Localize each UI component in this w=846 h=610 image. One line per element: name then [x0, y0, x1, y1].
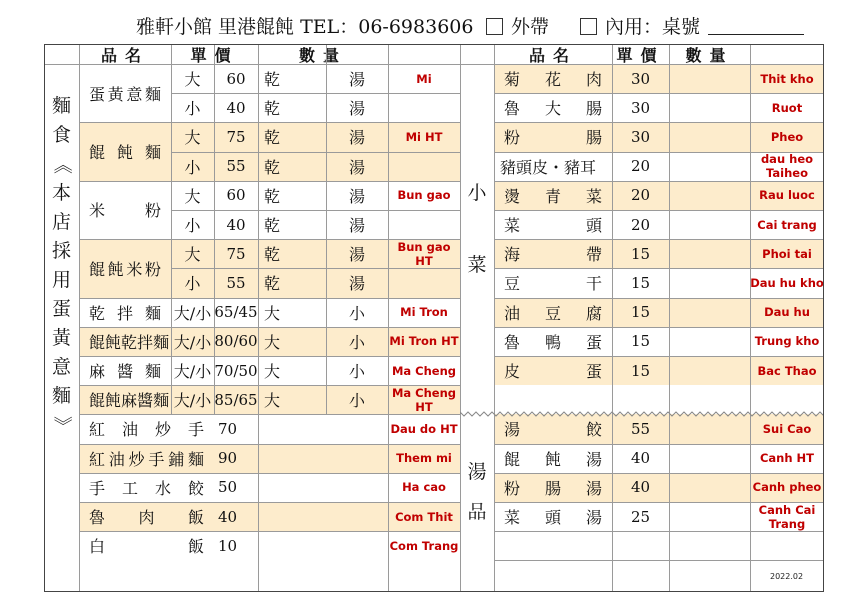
soup-option[interactable]: 湯: [348, 128, 365, 148]
name-char: 醬: [137, 391, 154, 411]
price: 20: [630, 215, 651, 234]
name-char: 炒: [128, 449, 145, 469]
size-both: 大/小: [173, 303, 212, 323]
name-char: 餛: [504, 449, 521, 469]
takeout-label: 外帶: [511, 16, 550, 38]
vietnamese-name: Ruot: [771, 100, 803, 115]
restaurant-title: 雅軒小館 里港餛飩 TEL：06-6983606: [136, 16, 474, 38]
name-char: 紅: [89, 420, 106, 440]
vietnamese-name: Thit kho: [760, 71, 814, 86]
soup-option[interactable]: 湯: [348, 274, 365, 294]
price-small: 55: [226, 157, 246, 176]
name-char: 蛋: [585, 332, 602, 352]
section-char: 蛋: [51, 298, 71, 320]
size-both: 大/小: [173, 391, 212, 411]
name-char: 餛: [89, 259, 106, 279]
price: 30: [630, 98, 651, 117]
name-char: 飩: [107, 259, 124, 279]
price-small: 55: [226, 273, 246, 292]
name-char: 水: [154, 478, 171, 498]
size-both: 大/小: [173, 362, 212, 382]
name-char: 餛: [89, 332, 106, 352]
size-large: 大: [184, 245, 201, 265]
price: 30: [630, 69, 651, 88]
dinein-option[interactable]: [580, 12, 700, 39]
size-large: 大: [184, 70, 201, 90]
vietnamese-name: dau heo Taiheo: [760, 152, 814, 181]
name-char: 皮: [504, 362, 521, 382]
name-char: 肉: [585, 70, 602, 90]
name-char: 帶: [585, 245, 602, 265]
section-char: 菜: [467, 254, 487, 277]
name-char: 醬: [116, 362, 133, 382]
vietnamese-name: Phoi tai: [762, 246, 812, 261]
name-char: 魯: [89, 508, 106, 528]
price: 80/60: [214, 332, 258, 351]
col-header-name: 品名: [100, 45, 149, 64]
name-char: 海: [504, 245, 521, 265]
vietnamese-name: Dau do HT: [390, 421, 458, 436]
name-char: 蛋: [585, 362, 602, 382]
soup-option[interactable]: 湯: [348, 216, 365, 236]
name-char: 麵: [144, 143, 161, 163]
name-char: 湯: [504, 420, 521, 440]
vietnamese-name: Rau luoc: [759, 188, 815, 203]
name-char: 菜: [504, 508, 521, 528]
name-char: 餛: [89, 391, 106, 411]
name-char: 干: [585, 274, 602, 294]
price: 15: [630, 244, 651, 263]
name-char: 豆: [544, 303, 561, 323]
col-header-price: 單價: [190, 45, 239, 64]
name-char: 紅: [89, 449, 106, 469]
name-char: 黃: [107, 84, 124, 104]
name-char: 粉: [504, 478, 521, 498]
price: 20: [630, 157, 651, 176]
name-char: 麵: [153, 391, 170, 411]
section-char: 品: [467, 501, 487, 524]
name-char: 乾: [89, 303, 106, 323]
vietnamese-name: Cai trang: [757, 217, 817, 232]
section-char: 麵: [51, 385, 71, 407]
price: 90: [217, 449, 238, 468]
col-header-name: 品名: [528, 45, 577, 64]
vietnamese-name: Ma Cheng HT: [391, 385, 457, 414]
dry-option[interactable]: 乾: [264, 245, 281, 265]
price: 40: [630, 478, 651, 497]
soup-option[interactable]: 湯: [348, 99, 365, 119]
price: 50: [217, 478, 238, 497]
vietnamese-name: Pheo: [770, 129, 804, 144]
name-char: 頭: [585, 216, 602, 236]
qty-large[interactable]: 大: [264, 332, 281, 352]
name-char: 麵: [144, 362, 161, 382]
name-char: 腸: [585, 99, 602, 119]
name-char: 意: [126, 84, 143, 104]
dry-option[interactable]: 乾: [264, 99, 281, 119]
dinein-label: 內用：桌號: [605, 16, 701, 38]
section-char: 採: [51, 240, 71, 262]
vietnamese-name: Mi Tron HT: [389, 334, 459, 349]
name-char: 肉: [138, 508, 155, 528]
section-char: 《: [50, 154, 73, 175]
price: 15: [630, 332, 651, 351]
name-char: 飯: [187, 508, 204, 528]
vietnamese-name: Trung kho: [754, 334, 820, 349]
name-char: 麵: [187, 449, 204, 469]
price: 65/45: [214, 303, 258, 322]
section-char: 湯: [467, 461, 487, 484]
name-char: 麵: [144, 84, 161, 104]
name-char: 腸: [544, 478, 561, 498]
name-char: 手: [89, 478, 106, 498]
name-char: 飩: [544, 449, 561, 469]
name-char: 油: [504, 303, 521, 323]
vietnamese-name: Dau hu: [764, 305, 810, 320]
name-char: 粉: [144, 201, 161, 221]
vietnamese-name: Com Trang: [389, 538, 459, 553]
name-char: 餛: [89, 143, 106, 163]
vietnamese-name: Ha cao: [402, 480, 446, 495]
table-number-field[interactable]: [708, 34, 804, 35]
side-dish-name: 豬頭皮・豬耳: [500, 157, 597, 177]
takeout-checkbox[interactable]: [486, 18, 503, 35]
name-char: 拌: [137, 332, 154, 352]
price: 55: [630, 419, 651, 438]
price: 85/65: [214, 390, 258, 409]
price-large: 75: [226, 127, 246, 146]
soup-option[interactable]: 湯: [348, 245, 365, 265]
name-char: 頭: [544, 508, 561, 528]
name-char: 蛋: [89, 84, 106, 104]
name-char: 油: [121, 420, 138, 440]
dry-option[interactable]: 乾: [264, 70, 281, 90]
print-date: 2022.02: [770, 572, 804, 581]
price-large: 60: [226, 186, 246, 205]
qty-small[interactable]: 小: [348, 391, 365, 411]
name-char: 飩: [105, 391, 122, 411]
size-small: 小: [184, 216, 201, 236]
section-char: 意: [51, 356, 71, 378]
col-header-qty: 數量: [685, 45, 734, 64]
name-char: 鴨: [544, 332, 561, 352]
name-char: 魯: [504, 332, 521, 352]
size-large: 大: [184, 186, 201, 206]
name-char: 手: [187, 420, 204, 440]
dry-option[interactable]: 乾: [264, 186, 281, 206]
name-char: 米: [126, 259, 143, 279]
name-char: 手: [148, 449, 165, 469]
name-char: 湯: [585, 478, 602, 498]
name-char: 湯: [585, 508, 602, 528]
name-char: 拌: [116, 303, 133, 323]
price: 25: [630, 507, 651, 526]
name-char: 麵: [144, 303, 161, 323]
name-char: 菜: [504, 216, 521, 236]
name-char: 餃: [585, 420, 602, 440]
qty-small[interactable]: 小: [348, 332, 365, 352]
vietnamese-name: Canh pheo: [752, 480, 822, 495]
qty-small[interactable]: 小: [348, 303, 365, 323]
size-small: 小: [184, 274, 201, 294]
vietnamese-name: Bac Thao: [757, 363, 817, 378]
qty-large[interactable]: 大: [264, 303, 281, 323]
name-char: 粉: [504, 128, 521, 148]
col-header-price: 單價: [616, 45, 665, 64]
dry-option[interactable]: 乾: [264, 157, 281, 177]
name-char: 工: [121, 478, 138, 498]
name-char: 飩: [116, 143, 133, 163]
name-char: 白: [89, 537, 106, 557]
size-both: 大/小: [173, 332, 212, 352]
qty-small[interactable]: 小: [348, 362, 365, 382]
name-char: 燙: [504, 186, 521, 206]
section-char: 小: [467, 182, 487, 205]
price: 10: [217, 536, 238, 555]
name-char: 鋪: [168, 449, 185, 469]
price-small: 40: [226, 215, 246, 234]
vietnamese-name: Mi HT: [405, 129, 443, 144]
price: 40: [217, 507, 238, 526]
price: 40: [630, 449, 651, 468]
name-char: 腸: [585, 128, 602, 148]
price: 70/50: [214, 361, 258, 380]
name-char: 粉: [144, 259, 161, 279]
price: 70: [217, 419, 238, 438]
section-char: 店: [51, 211, 71, 233]
soup-option[interactable]: 湯: [348, 70, 365, 90]
price: 15: [630, 303, 651, 322]
name-char: 乾: [121, 332, 138, 352]
section-char: 本: [51, 182, 71, 204]
vietnamese-name: Them mi: [396, 451, 452, 466]
dry-option[interactable]: 乾: [264, 216, 281, 236]
name-char: 青: [544, 186, 561, 206]
name-char: 飯: [187, 537, 204, 557]
section-char: 食: [51, 124, 71, 146]
price-small: 40: [226, 98, 246, 117]
name-char: 花: [544, 70, 561, 90]
price: 15: [630, 361, 651, 380]
takeout-option[interactable]: [486, 12, 549, 39]
section-char: 麵: [51, 95, 71, 117]
section-char: 》: [50, 415, 73, 436]
price: 15: [630, 273, 651, 292]
dry-option[interactable]: 乾: [264, 128, 281, 148]
vietnamese-name: Mi Tron: [400, 305, 448, 320]
size-small: 小: [184, 157, 201, 177]
dinein-checkbox[interactable]: [580, 18, 597, 35]
dry-option[interactable]: 乾: [264, 274, 281, 294]
qty-large[interactable]: 大: [264, 362, 281, 382]
name-char: 炒: [154, 420, 171, 440]
name-char: 豆: [504, 274, 521, 294]
vietnamese-name: Sui Cao: [762, 421, 812, 436]
name-char: 飩: [105, 332, 122, 352]
vietnamese-name: Canh Cai Trang: [758, 502, 816, 531]
table-border: [44, 44, 824, 592]
price: 30: [630, 127, 651, 146]
vietnamese-name: Bun gao HT: [397, 239, 451, 268]
name-char: 餃: [187, 478, 204, 498]
size-large: 大: [184, 128, 201, 148]
soup-option[interactable]: 湯: [348, 186, 365, 206]
price: 20: [630, 186, 651, 205]
section-char: 黃: [51, 327, 71, 349]
menu-order-table: [44, 44, 824, 592]
col-header-qty: 數量: [298, 45, 347, 64]
price-large: 75: [226, 244, 246, 263]
vietnamese-name: Mi: [416, 71, 432, 86]
size-small: 小: [184, 99, 201, 119]
price-large: 60: [226, 69, 246, 88]
qty-large[interactable]: 大: [264, 391, 281, 411]
name-char: 魯: [504, 99, 521, 119]
name-char: 油: [108, 449, 125, 469]
vietnamese-name: Ma Cheng: [391, 363, 457, 378]
vietnamese-name: Dau hu kho: [750, 275, 824, 290]
name-char: 麵: [153, 332, 170, 352]
name-char: 湯: [585, 449, 602, 469]
vietnamese-name: Com Thit: [395, 509, 453, 524]
name-char: 大: [544, 99, 561, 119]
soup-option[interactable]: 湯: [348, 157, 365, 177]
name-char: 菊: [504, 70, 521, 90]
section-char: 用: [51, 269, 71, 291]
vietnamese-name: Bun gao: [397, 188, 451, 203]
vietnamese-name: Canh HT: [759, 451, 815, 466]
name-char: 米: [89, 201, 106, 221]
name-char: 腐: [585, 303, 602, 323]
name-char: 麻: [121, 391, 138, 411]
order-form-header: [0, 0, 846, 44]
name-char: 菜: [585, 186, 602, 206]
name-char: 麻: [89, 362, 106, 382]
